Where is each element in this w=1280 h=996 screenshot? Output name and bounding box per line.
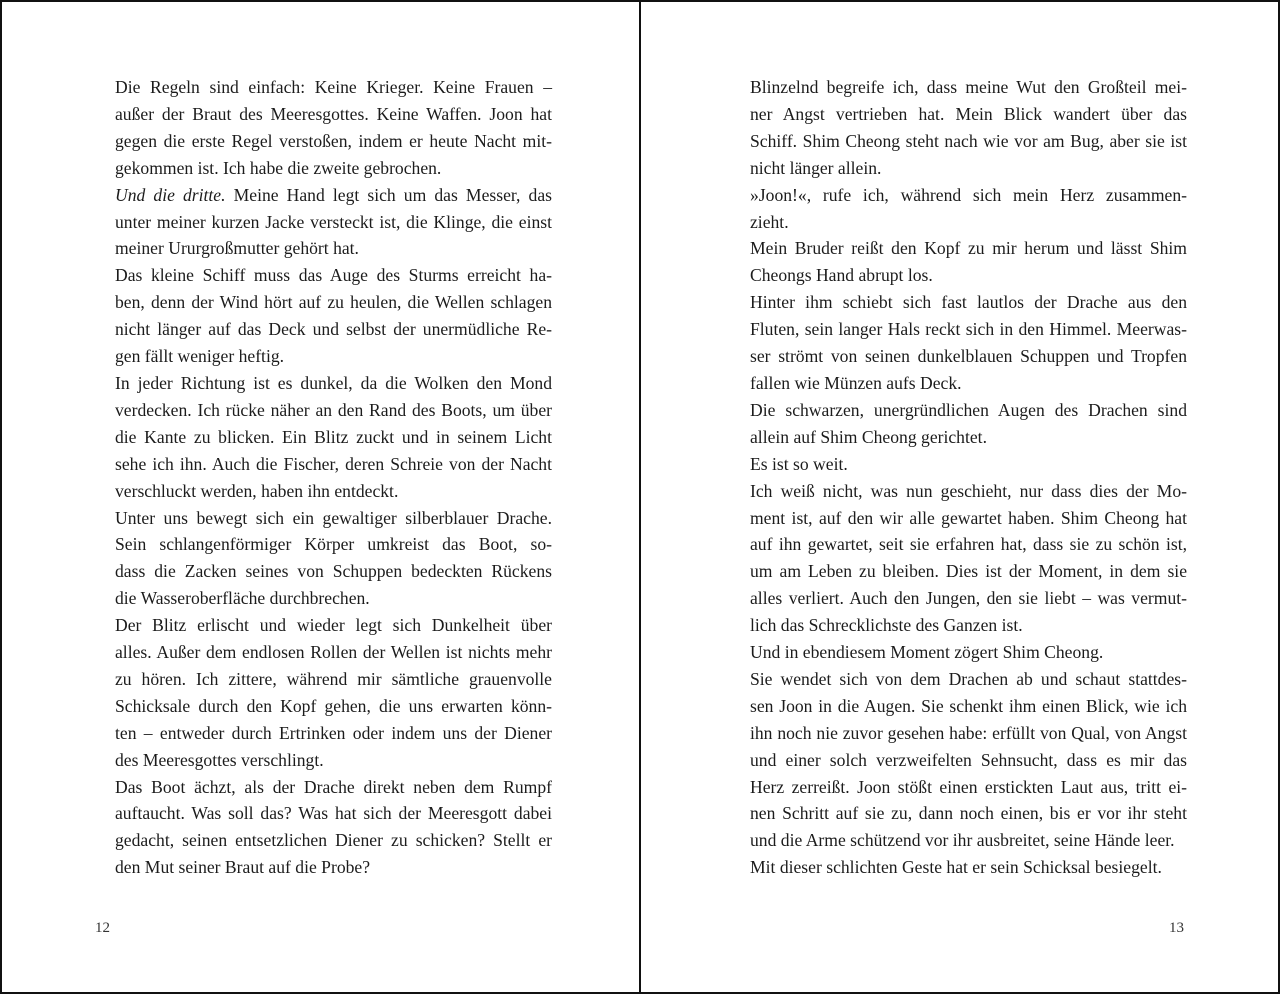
text-line: nen Schritt auf sie zu, dann noch einen, bis er vor ihr steht (750, 803, 1187, 824)
text-line: nicht länger allein. (750, 157, 882, 178)
text-line: ner Angst vertrieben hat. Mein Blick wandert über das (750, 103, 1187, 124)
text-line: lich das Schrecklichste des Ganzen ist. (750, 615, 1023, 636)
text-line: allein auf Shim Cheong gerichtet. (750, 426, 987, 447)
text-line: auftaucht. Was soll das? Was hat sich der Meeresgott dabei (115, 803, 552, 824)
paragraph (95, 774, 552, 882)
text-line: verdecken. Ich rücke näher an den Rand des Boots, um über (115, 399, 552, 420)
text-line: Unter uns bewegt sich ein gewaltiger silberblauer Drache. (115, 507, 552, 528)
text-line: dass die Zacken seines von Schuppen bedeckten Rückens (115, 561, 552, 582)
text-line: um am Leben zu bleiben. Dies ist der Moment, in dem sie (750, 561, 1187, 582)
text-line: Cheongs Hand abrupt los. (750, 265, 933, 286)
text-line: ben, denn der Wind hört auf zu heulen, die Wellen schlagen (115, 292, 552, 313)
text-line: Das kleine Schiff muss das Auge des Sturms erreicht ha- (115, 265, 552, 286)
text-line: Der Blitz erlischt und wieder legt sich Dunkelheit über (115, 615, 552, 636)
paragraph (95, 505, 552, 613)
text-line: Und in ebendiesem Moment zögert Shim Cheong. (750, 642, 1104, 663)
text-line: sen Joon in die Augen. Sie schenkt ihm einen Blick, wie ich (750, 695, 1187, 716)
text-line: meiner Ururgroßmutter gehört hat. (115, 238, 359, 259)
text-line: den Mut seiner Braut auf die Probe? (115, 857, 371, 878)
text-line: ment ist, auf den wir alle gewartet haben. Shim Cheong hat (750, 507, 1187, 528)
text-line (95, 182, 552, 209)
text-line: ser strömt von seinen dunkelblauen Schuppen und Tropfen (750, 346, 1187, 367)
text-line: Mein Bruder reißt den Kopf zu mir herum und lässt Shim (750, 238, 1187, 259)
paragraph (730, 854, 1187, 881)
paragraph (730, 478, 1187, 639)
right-page (639, 0, 1280, 994)
text-line: unter meiner kurzen Jacke versteckt ist, die Klinge, die einst (115, 211, 552, 232)
paragraph (730, 74, 1187, 182)
paragraph (730, 289, 1187, 397)
text-line: gegen die erste Regel verstoßen, indem er heute Nacht mit- (115, 130, 552, 151)
text-line: Die schwarzen, unergründlichen Augen des Drachen sind (750, 399, 1187, 420)
line-text: Meine Hand legt sich um das Messer, das (225, 184, 552, 205)
text-line: gekommen ist. Ich habe die zweite gebrochen. (115, 157, 442, 178)
text-line: gen fällt weniger heftig. (115, 346, 285, 367)
paragraph (730, 666, 1187, 854)
paragraph (95, 370, 552, 505)
text-line: Schicksale durch den Kopf gehen, die uns erwarten könn- (115, 695, 552, 716)
text-line: Die Regeln sind einfach: Keine Krieger. Keine Frauen – (115, 77, 552, 97)
text-line: Sein schlangenförmiger Körper umkreist das Boot, so- (115, 534, 552, 555)
text-line: und einer solch verzweifelten Sehnsucht, dass es mir das (750, 749, 1187, 770)
text-line: Sie wendet sich von dem Drachen ab und schaut stattdes- (750, 668, 1187, 689)
text-line: Schiff. Shim Cheong steht nach wie vor am Bug, aber sie ist (750, 130, 1187, 151)
page-number-left: 12 (95, 920, 110, 936)
paragraph (95, 182, 552, 263)
text-line: Das Boot ächzt, als der Drache direkt neben dem Rumpf (115, 776, 552, 797)
text-line: Ich weiß nicht, was nun geschieht, nur dass dies der Mo- (750, 480, 1187, 501)
text-line: zu hören. Ich zittere, während mir sämtliche grauenvolle (115, 668, 552, 689)
text-line: und die Arme schützend vor ihr ausbreitet, seine Hände leer. (750, 830, 1175, 851)
text-line: auf ihn gewartet, seit sie erfahren hat, dass sie zu schön ist, (750, 534, 1187, 555)
text-line: In jeder Richtung ist es dunkel, da die Wolken den Mond (115, 372, 552, 393)
text-line: Es ist so weit. (750, 453, 848, 474)
text-line: die Kante zu blicken. Ein Blitz zuckt und in seinem Licht (115, 426, 552, 447)
paragraph (95, 262, 552, 370)
italic-lead: Und die dritte. (115, 184, 226, 205)
text-line: Blinzelnd begreife ich, dass meine Wut den Großteil mei- (750, 77, 1187, 97)
text-line: »Joon!«, rufe ich, während sich mein Herz zusammen- (750, 184, 1187, 205)
paragraph (730, 451, 1187, 478)
paragraph (95, 74, 552, 182)
paragraph (730, 397, 1187, 451)
text-line: gedacht, seinen entsetzlichen Diener zu schicken? Stellt er (115, 830, 552, 851)
paragraph (95, 612, 552, 773)
text-line: die Wasseroberfläche durchbrechen. (115, 588, 370, 609)
left-page-text (95, 74, 552, 881)
text-line: fallen wie Münzen aufs Deck. (750, 372, 962, 393)
text-line: alles. Außer dem endlosen Rollen der Wellen ist nichts mehr (115, 642, 552, 663)
text-line: nicht länger auf das Deck und selbst der unermüdliche Re- (115, 319, 552, 340)
text-line: des Meeresgottes verschlingt. (115, 749, 324, 770)
page-number-right: 13 (1169, 920, 1184, 936)
paragraph (730, 639, 1187, 666)
right-page-text (730, 74, 1187, 881)
text-line: Fluten, sein langer Hals reckt sich in den Himmel. Meerwas- (750, 319, 1187, 340)
text-line: ihn noch nie zuvor gesehen habe: erfüllt von Qual, von Angst (750, 722, 1187, 743)
text-line: sehe ich ihn. Auch die Fischer, deren Schreie von der Nacht (115, 453, 552, 474)
text-line: Mit dieser schlichten Geste hat er sein Schicksal besiegelt. (750, 857, 1162, 878)
text-line: zieht. (750, 211, 789, 232)
paragraph (730, 182, 1187, 236)
text-line: verschluckt werden, haben ihn entdeckt. (115, 480, 399, 501)
text-line: alles verliert. Auch den Jungen, den sie liebt – was vermut- (750, 588, 1187, 609)
text-line: Herz zerreißt. Joon stößt einen erstickten Laut aus, tritt ei- (750, 776, 1187, 797)
text-line: Hinter ihm schiebt sich fast lautlos der Drache aus den (750, 292, 1187, 313)
left-page (0, 0, 641, 994)
paragraph (730, 235, 1187, 289)
text-line: ten – entweder durch Ertrinken oder indem uns der Diener (115, 722, 552, 743)
text-line: außer der Braut des Meeresgottes. Keine Waffen. Joon hat (115, 103, 552, 124)
